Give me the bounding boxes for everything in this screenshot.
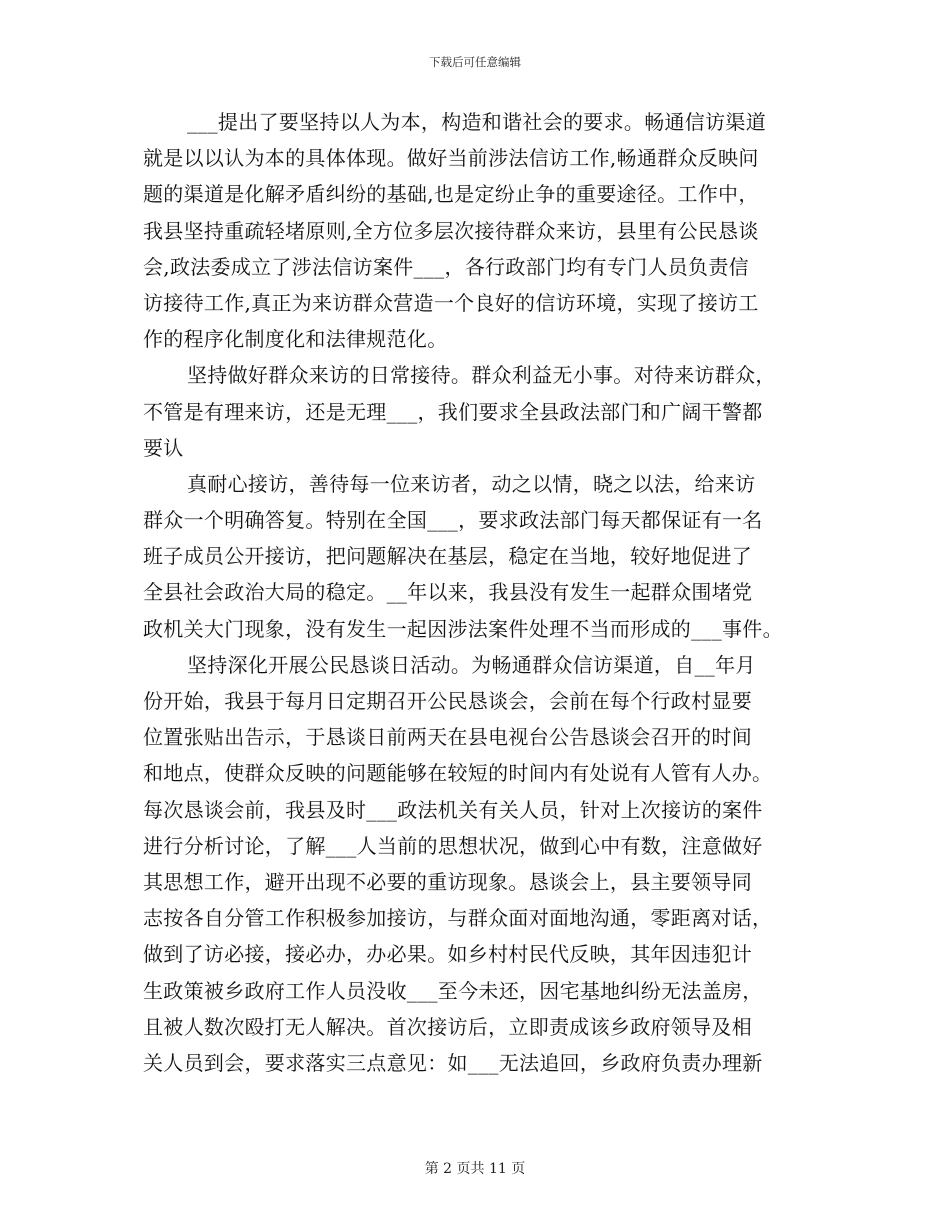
page-footer: 第 2 页共 11 页: [424, 1161, 526, 1177]
text-line: 每次恳谈会前，我县及时___政法机关有关人员，针对上次接访的案件: [143, 797, 763, 822]
document-body: [0, 104, 950, 1081]
text-line: 访接待工作,真正为来访群众营造一个良好的信访环境，实现了接访工: [143, 290, 759, 315]
text-line: 位置张贴出告示，于恳谈日前两天在县电视台公告恳谈会召开的时间: [143, 725, 752, 750]
text-line: 我县坚持重疏轻堵原则,全方位多层次接待群众来访，县里有公民恳谈: [143, 218, 759, 243]
text-line: 其思想工作，避开出现不必要的重访现象。恳谈会上，县主要领导同: [143, 869, 752, 894]
text-line: 班子成员公开接访，把问题解决在基层，稳定在当地，较好地促进了: [143, 544, 752, 569]
text-line: ___提出了要坚持以人为本，构造和谐社会的要求。畅通信访渠道: [187, 110, 766, 134]
text-line: 进行分析讨论，了解___人当前的思想状况，做到心中有数，注意做好: [143, 833, 763, 858]
text-line: 题的渠道是化解矛盾纠纷的基础,也是定纷止争的重要途径。工作中，: [143, 182, 759, 207]
text-line: 全县社会政治大局的稳定。__年以来，我县没有发生一起群众围堵党: [143, 580, 753, 605]
text-line: 和地点，使群众反映的问题能够在较短的时间内有处说有人管有人办。: [143, 761, 773, 786]
text-line: 份开始，我县于每月日定期召开公民恳谈会，会前在每个行政村显要: [143, 689, 752, 713]
text-line: 关人员到会，要求落实三点意见：如___无法追回，乡政府负责办理新: [143, 1050, 763, 1075]
text-line: 要认: [143, 435, 184, 460]
text-line: 且被人数次殴打无人解决。首次接访后，立即责成该乡政府领导及相: [143, 1014, 752, 1039]
text-line: 坚持深化开展公民恳谈日活动。为畅通群众信访渠道，自__年月: [187, 652, 756, 677]
text-line: 群众一个明确答复。特别在全国___，要求政法部门每天都保证有一名: [143, 508, 763, 533]
page-header: 下载后可任意编辑: [429, 55, 521, 69]
text-line: 真耐心接访，善待每一位来访者，动之以情，晓之以法，给来访: [187, 471, 756, 496]
text-line: 做到了访必接，接必办，办必果。如乡村村民代反映，其年因违犯计: [143, 942, 752, 967]
text-line: 志按各自分管工作积极参加接访，与群众面对面地沟通，零距离对话，: [143, 906, 773, 931]
text-line: 就是以以认为本的具体体现。做好当前涉法信访工作,畅通群众反映问: [143, 146, 759, 171]
text-line: 政机关大门现象，没有发生一起因涉法案件处理不当而形成的___事件。: [143, 616, 783, 641]
text-line: 坚持做好群众来访的日常接待。群众利益无小事。对待来访群众，: [187, 363, 776, 388]
text-line: 生政策被乡政府工作人员没收___至今未还，因宅基地纠纷无法盖房，: [143, 978, 763, 1003]
text-line: 会,政法委成立了涉法信访案件___，各行政部门均有专门人员负责信: [143, 254, 749, 279]
text-line: 作的程序化制度化和法律规范化。: [143, 327, 448, 352]
text-line: 不管是有理来访，还是无理___，我们要求全县政法部门和广阔干警都: [143, 399, 763, 424]
